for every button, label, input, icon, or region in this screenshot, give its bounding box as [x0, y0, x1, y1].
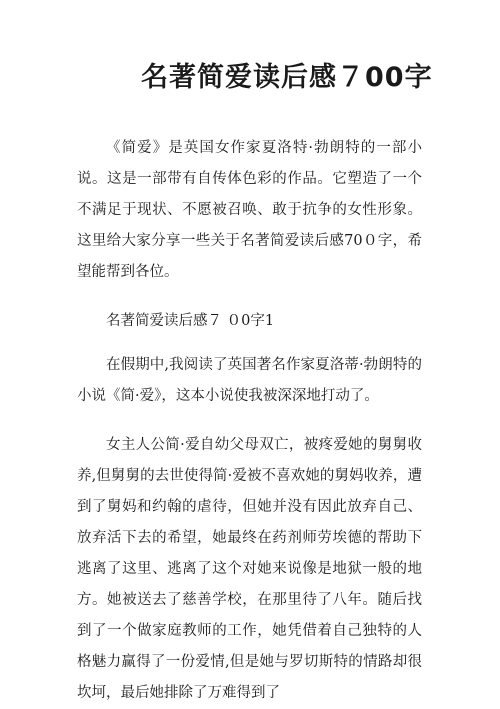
paragraph-story: 女主人公简·爱自幼父母双亡，被疼爱她的舅舅收养,但舅舅的去世使得简·爱被不喜欢她的舅妈收养，遭到了舅妈和约翰的虐待，但她并没有因此放弃自己、放弃活下去的希望，她最终在药剂师劳埃德的帮助下逃离了这里、逃离了这个对她来说像是地狱一般的地方。她被送去了慈善学校，在那里待了八年。随后找到了一个做家庭教师的工作，她凭借着自己独特的人格魅力赢得了一份爱情,但是她与罗切斯特的情路却很坎坷，最后她排除了万难得到了 — [77, 437, 422, 701]
section-heading: 名著简爱读后感７ ０0字1 — [106, 313, 275, 329]
document-body — [77, 133, 422, 709]
paragraph-reading: 在假期中,我阅读了英国著名作家夏洛蒂·勃朗特的小说《简·爱》，这本小说使我被深深地打动了。 — [77, 357, 422, 404]
paragraph-intro: 《简爱》是英国女作家夏洛特·勃朗特的一部小说。这是一部带有自传体色彩的作品。它塑造了一个不满足于现状、不愿被召唤、敢于抗争的女性形象。这里给大家分享一些关于名著简爱读后感70０字，希望能帮到各位。 — [77, 140, 422, 280]
document-title: 名著简爱读后感７00字 — [141, 62, 433, 93]
